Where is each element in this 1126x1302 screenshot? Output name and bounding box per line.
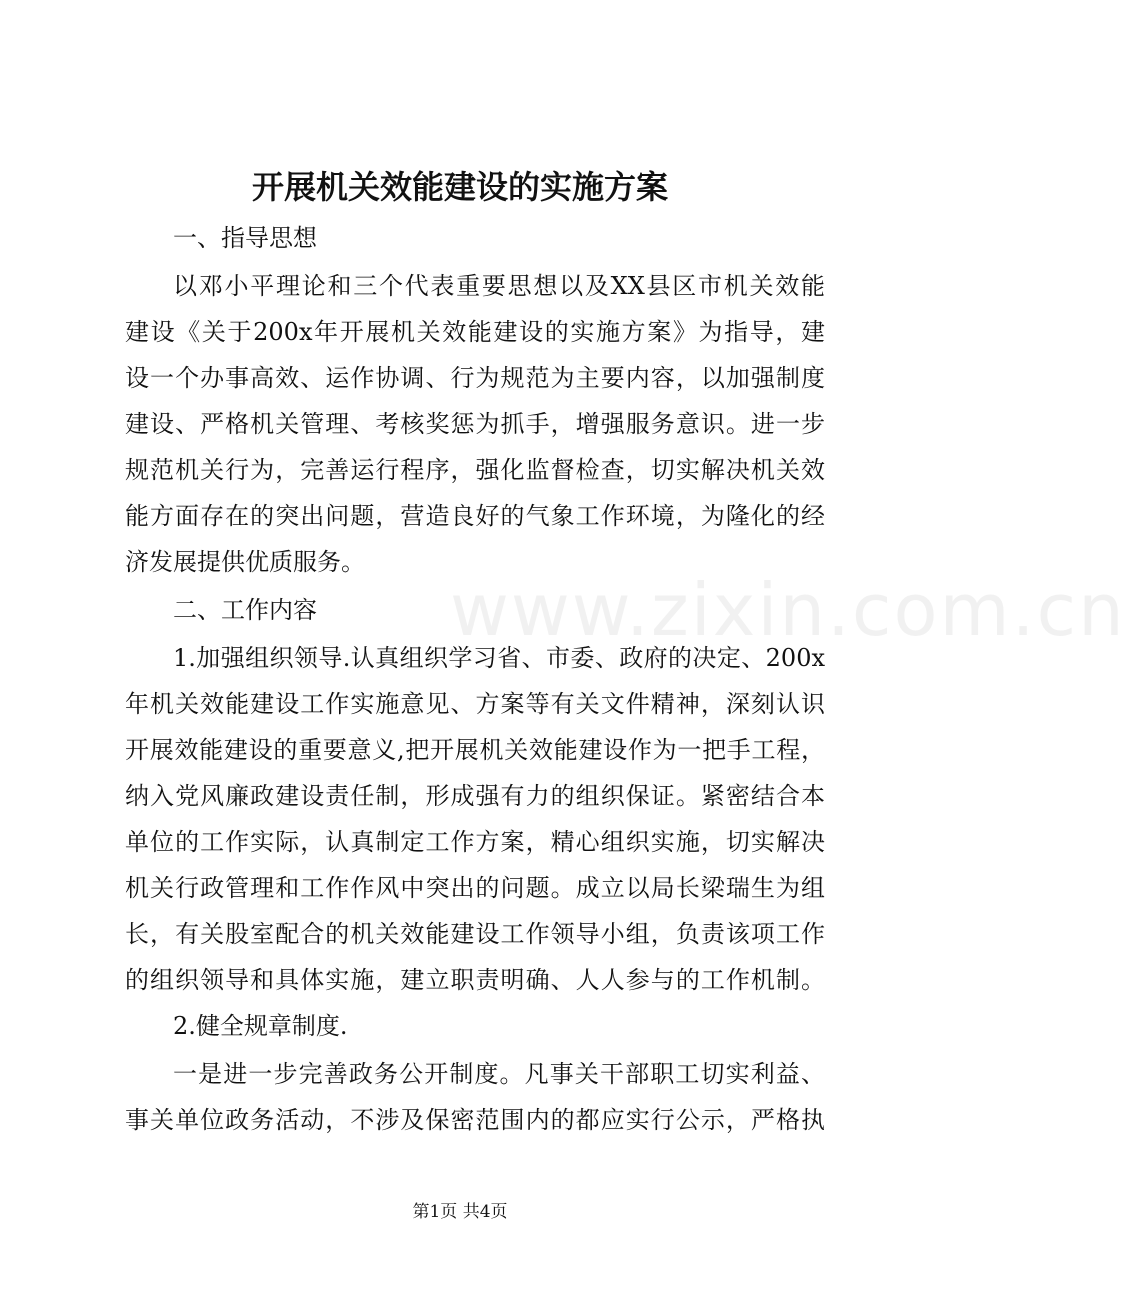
paragraph-line: 一是进一步完善政务公开制度。凡事关干部职工切实利益、 [173, 1060, 825, 1088]
paragraph-line: 年机关效能建设工作实施意见、方案等有关文件精神，深刻认识 [125, 690, 825, 718]
paragraph-line: 设一个办事高效、运作协调、行为规范为主要内容，以加强制度 [125, 364, 825, 392]
section-heading: 一、指导思想 [173, 224, 317, 252]
section-heading: 二、工作内容 [173, 596, 317, 624]
paragraph-line: 1.加强组织领导.认真组织学习省、市委、政府的决定、200x [173, 644, 825, 672]
paragraph-line: 建设《关于200x年开展机关效能建设的实施方案》为指导，建 [125, 318, 825, 346]
paragraph-line: 建设、严格机关管理、考核奖惩为抓手，增强服务意识。进一步 [125, 410, 825, 438]
document-title: 开展机关效能建设的实施方案 [251, 168, 668, 206]
paragraph-line: 单位的工作实际，认真制定工作方案，精心组织实施，切实解决 [125, 828, 825, 856]
page-footer: 第1页 共4页 [412, 1202, 508, 1222]
paragraph-line: 机关行政管理和工作作风中突出的问题。成立以局长梁瑞生为组 [125, 874, 825, 902]
paragraph-line: 纳入党风廉政建设责任制，形成强有力的组织保证。紧密结合本 [125, 782, 825, 810]
paragraph-line: 规范机关行为，完善运行程序，强化监督检查，切实解决机关效 [125, 456, 825, 484]
watermark: www.zixin.com.cn [450, 568, 1126, 652]
subsection-heading: 2.健全规章制度. [173, 1012, 348, 1040]
paragraph-line: 的组织领导和具体实施，建立职责明确、人人参与的工作机制。 [125, 966, 825, 994]
paragraph-line: 济发展提供优质服务。 [125, 548, 365, 576]
paragraph-line: 长，有关股室配合的机关效能建设工作领导小组，负责该项工作 [125, 920, 825, 948]
paragraph-line: 以邓小平理论和三个代表重要思想以及XX县区市机关效能 [173, 272, 825, 300]
paragraph-line: 能方面存在的突出问题，营造良好的气象工作环境，为隆化的经 [125, 502, 825, 530]
paragraph-line: 开展效能建设的重要意义,把开展机关效能建设作为一把手工程， [125, 736, 825, 764]
paragraph-line: 事关单位政务活动，不涉及保密范围内的都应实行公示，严格执 [125, 1106, 825, 1134]
